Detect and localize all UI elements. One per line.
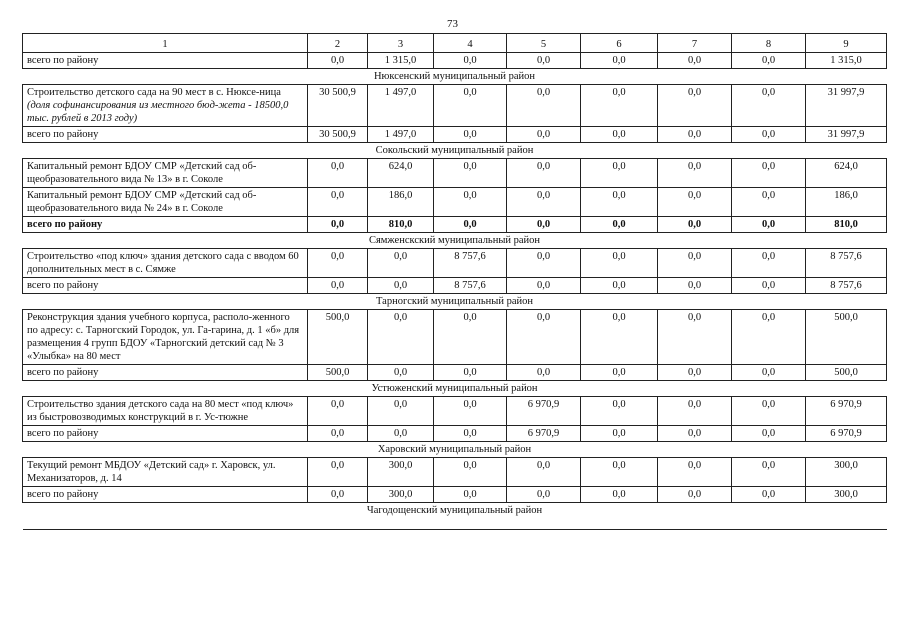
value-cell: 1 315,0 [806,53,887,69]
value-cell: 0,0 [434,458,507,487]
row-label [23,487,308,503]
value-cell: 0,0 [434,217,507,233]
value-cell: 0,0 [368,426,434,442]
row-label-text: Капитальный ремонт БДОУ СМР «Детский сад об-щеобразовательного вида № 13» в г. Соколе [27,161,257,185]
row-label [23,159,308,188]
value-cell: 0,0 [507,217,581,233]
section-title-row [23,294,887,310]
district-total-row [23,278,887,294]
value-cell: 300,0 [368,487,434,503]
value-cell: 0,0 [507,310,581,365]
section-title: Сокольский муниципальный район [23,143,887,159]
value-cell: 0,0 [507,365,581,381]
value-cell: 0,0 [581,397,658,426]
value-cell: 0,0 [308,217,368,233]
section-title: Устюженский муниципальный район [23,381,887,397]
row-label-text: Реконструкция здания учебного корпуса, располо-женного по адресу: с. Тарногский Городок, ул. Га-гарина, д. 1 «б» для размещения 4 групп БДОУ «Тарногский детский сад № 3 «Улыбка» на 80 мест [27,312,300,362]
row-label-text: всего по району [27,367,99,378]
project-row [23,397,887,426]
value-cell: 0,0 [368,397,434,426]
value-cell: 0,0 [658,159,732,188]
value-cell: 0,0 [507,458,581,487]
value-cell: 0,0 [581,249,658,278]
row-label [23,458,308,487]
section-title-row [23,442,887,458]
value-cell: 0,0 [732,426,806,442]
header-cell: 7 [658,34,732,53]
value-cell: 500,0 [806,310,887,365]
header-cell: 9 [806,34,887,53]
value-cell: 0,0 [308,278,368,294]
value-cell: 0,0 [581,127,658,143]
value-cell: 0,0 [581,310,658,365]
value-cell: 0,0 [732,458,806,487]
value-cell: 0,0 [732,188,806,217]
section-title: Чагодощенский муниципальный район [23,503,887,530]
row-label [23,278,308,294]
value-cell: 0,0 [581,487,658,503]
value-cell: 0,0 [658,310,732,365]
value-cell: 0,0 [581,217,658,233]
value-cell: 0,0 [658,188,732,217]
section-title: Харовский муниципальный район [23,442,887,458]
value-cell: 0,0 [368,278,434,294]
row-label [23,365,308,381]
header-cell: 2 [308,34,368,53]
row-note: (доля софинансирования из местного бюд-жета - 18500,0 тыс. рублей в 2013 году) [27,100,289,124]
value-cell: 0,0 [581,365,658,381]
value-cell: 0,0 [581,85,658,127]
row-label [23,85,308,127]
value-cell: 0,0 [658,53,732,69]
value-cell: 0,0 [732,217,806,233]
district-total-row [23,487,887,503]
value-cell: 300,0 [368,458,434,487]
value-cell: 0,0 [658,127,732,143]
value-cell: 0,0 [581,188,658,217]
value-cell: 8 757,6 [806,249,887,278]
value-cell: 0,0 [434,188,507,217]
value-cell: 0,0 [732,278,806,294]
row-label-text: Строительство здания детского сада на 80 мест «под ключ» из быстровозводимых конструкций в г. Ус-тюжне [27,399,294,423]
row-label-text: Строительство «под ключ» здания детского сада с вводом 60 дополнительных мест в с. Сямже [27,251,299,275]
row-label [23,310,308,365]
value-cell: 0,0 [434,426,507,442]
value-cell: 500,0 [806,365,887,381]
value-cell: 30 500,9 [308,85,368,127]
value-cell: 6 970,9 [507,397,581,426]
value-cell: 0,0 [308,249,368,278]
section-title-row [23,69,887,85]
page-number: 73 [447,18,458,30]
project-row [23,458,887,487]
value-cell: 0,0 [434,397,507,426]
value-cell: 0,0 [507,127,581,143]
section-title: Тарногский муниципальный район [23,294,887,310]
section-title-row [23,233,887,249]
value-cell: 8 757,6 [434,249,507,278]
row-label [23,217,308,233]
row-label [23,397,308,426]
project-row [23,188,887,217]
value-cell: 300,0 [806,458,887,487]
value-cell: 624,0 [368,159,434,188]
header-cell: 5 [507,34,581,53]
section-title-row [23,503,887,530]
value-cell: 810,0 [368,217,434,233]
value-cell: 0,0 [507,487,581,503]
row-label [23,127,308,143]
value-cell: 8 757,6 [806,278,887,294]
value-cell: 0,0 [308,458,368,487]
value-cell: 0,0 [732,487,806,503]
row-label-text: всего по району [27,428,99,439]
value-cell: 0,0 [658,458,732,487]
value-cell: 8 757,6 [434,278,507,294]
value-cell: 500,0 [308,365,368,381]
header-cell: 6 [581,34,658,53]
row-label [23,53,308,69]
row-label [23,188,308,217]
value-cell: 0,0 [658,278,732,294]
row-label-text: Капитальный ремонт БДОУ СМР «Детский сад об-щеобразовательного вида № 24» в г. Соколе [27,190,257,214]
value-cell: 500,0 [308,310,368,365]
value-cell: 0,0 [434,127,507,143]
value-cell: 0,0 [658,85,732,127]
value-cell: 0,0 [732,53,806,69]
district-total-row [23,127,887,143]
value-cell: 0,0 [507,278,581,294]
value-cell: 0,0 [507,249,581,278]
value-cell: 0,0 [732,127,806,143]
section-title: Сямженскский муниципальный район [23,233,887,249]
value-cell: 0,0 [434,85,507,127]
value-cell: 0,0 [732,159,806,188]
value-cell: 0,0 [732,85,806,127]
value-cell: 300,0 [806,487,887,503]
value-cell: 0,0 [308,397,368,426]
value-cell: 0,0 [434,487,507,503]
value-cell: 810,0 [806,217,887,233]
value-cell: 0,0 [658,487,732,503]
row-label-text: всего по району [27,489,99,500]
row-label-text: всего по району [27,280,99,291]
value-cell: 0,0 [658,217,732,233]
district-total-row [23,365,887,381]
value-cell: 0,0 [434,53,507,69]
value-cell: 624,0 [806,159,887,188]
value-cell: 6 970,9 [806,397,887,426]
value-cell: 0,0 [581,53,658,69]
district-total-row [23,53,887,69]
project-row [23,249,887,278]
section-title: Нюксенский муниципальный район [23,69,887,85]
value-cell: 1 497,0 [368,127,434,143]
value-cell: 186,0 [368,188,434,217]
value-cell: 0,0 [308,426,368,442]
value-cell: 0,0 [507,53,581,69]
section-title-row [23,143,887,159]
value-cell: 0,0 [434,159,507,188]
value-cell: 0,0 [368,365,434,381]
row-label-text: всего по району [27,129,99,140]
project-row [23,310,887,365]
value-cell: 0,0 [732,310,806,365]
value-cell: 0,0 [308,487,368,503]
value-cell: 0,0 [308,159,368,188]
value-cell: 0,0 [308,53,368,69]
value-cell: 0,0 [507,85,581,127]
value-cell: 0,0 [581,426,658,442]
budget-table [22,33,887,530]
value-cell: 0,0 [308,188,368,217]
value-cell: 0,0 [368,249,434,278]
value-cell: 0,0 [658,249,732,278]
value-cell: 0,0 [658,397,732,426]
value-cell: 31 997,9 [806,85,887,127]
value-cell: 0,0 [732,397,806,426]
value-cell: 0,0 [507,159,581,188]
row-label [23,249,308,278]
row-label-text: всего по району [27,55,99,66]
section-title-row [23,381,887,397]
project-row [23,85,887,127]
value-cell: 0,0 [581,278,658,294]
value-cell: 31 997,9 [806,127,887,143]
header-cell: 4 [434,34,507,53]
value-cell: 0,0 [658,365,732,381]
value-cell: 0,0 [507,188,581,217]
header-row [23,34,887,53]
header-cell: 8 [732,34,806,53]
value-cell: 0,0 [581,458,658,487]
value-cell: 1 315,0 [368,53,434,69]
value-cell: 6 970,9 [806,426,887,442]
row-label [23,426,308,442]
row-label-text: Текущий ремонт МБДОУ «Детский сад» г. Харовск, ул. Механизаторов, д. 14 [27,460,276,484]
value-cell: 30 500,9 [308,127,368,143]
value-cell: 6 970,9 [507,426,581,442]
value-cell: 0,0 [434,365,507,381]
district-total-row [23,217,887,233]
value-cell: 186,0 [806,188,887,217]
value-cell: 0,0 [732,249,806,278]
value-cell: 0,0 [732,365,806,381]
value-cell: 0,0 [368,310,434,365]
header-cell: 1 [23,34,308,53]
row-label-text: Строительство детского сада на 90 мест в с. Нюксе-ница [27,87,281,98]
value-cell: 0,0 [658,426,732,442]
value-cell: 0,0 [581,159,658,188]
value-cell: 0,0 [434,310,507,365]
project-row [23,159,887,188]
header-cell: 3 [368,34,434,53]
row-label-text: всего по району [27,219,103,230]
value-cell: 1 497,0 [368,85,434,127]
district-total-row [23,426,887,442]
